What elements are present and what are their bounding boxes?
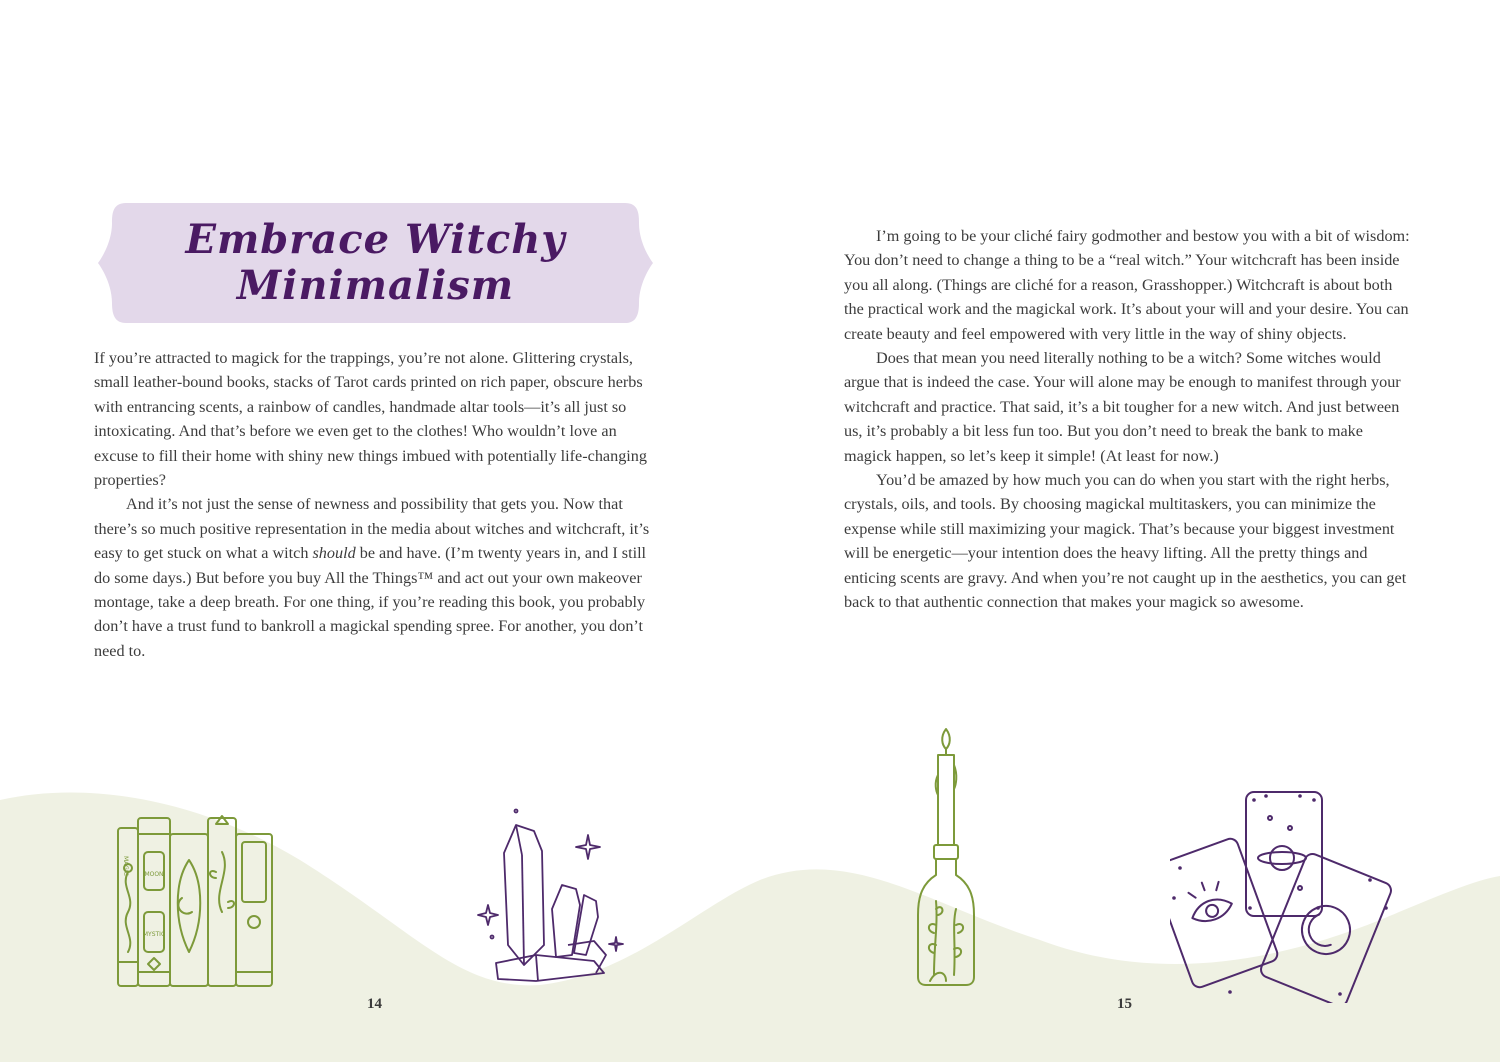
- chapter-title: [98, 203, 653, 323]
- chapter-title-line2: Minimalism: [236, 262, 515, 309]
- page-number-left: 14: [367, 996, 382, 1012]
- candle-bottle-icon: [916, 725, 976, 987]
- paragraph-5: You’d be amazed by how much you can do when you start with the right herbs, crystals, oils, and tools. By choosing magickal multitaskers, you can minimize the expense while still maximizing your magick. That’s because your biggest investment will be energetic—your intention does the heavy lifting. All the pretty things and enticing scents are gravy. And when you’re not caught up in the aesthetics, you can get back to that authentic connection that makes your magick so awesome.: [844, 471, 1407, 612]
- paragraph-1: If you’re attracted to magick for the trappings, you’re not alone. Glittering crystals, small leather-bound books, stacks of Tarot cards printed on rich paper, obscure herbs with entrancing scents, a rainbow of candles, handmade altar tools—it’s all just so intoxicating. And that’s before we even get to the clothes! Who wouldn’t love an excuse to fill their home with shiny new things imbued with potentially life-changing properties?: [94, 349, 647, 490]
- paragraph-2: [94, 492, 662, 663]
- tarot-cards-icon: [1170, 788, 1395, 1003]
- right-page: [750, 0, 1500, 1062]
- books-icon: [112, 812, 280, 990]
- crystals-icon: [476, 805, 628, 985]
- chapter-title-banner: [98, 203, 653, 323]
- book-spine-label-3: MYSTIC: [142, 931, 166, 938]
- paragraph-4: Does that mean you need literally nothing to be a witch? Some witches would argue that is indeed the case. Your will alone may be enough to manifest through your witchcraft and practice. That said, it’s a bit tougher for a new witch. And just between us, it’s probably a bit less fun too. But you don’t need to break the bank to make magick happen, so let’s keep it simple! (At least for now.): [844, 349, 1401, 465]
- paragraph-2-part-1: And it’s not just the sense of newness and possibility that gets you. Now that there’s so much positive representation in the media about witches and witchcraft, it’s easy to get stuck on what a witch: [94, 495, 650, 563]
- book-spine-label-2: MOON: [144, 871, 164, 878]
- paragraph-3: I’m going to be your cliché fairy godmother and bestow you with a bit of wisdom: You don’t need to change a thing to be a “real witch.” Your witchcraft has been inside you all along. (Things are cliché for a reason, Grasshopper.) Witchcraft is about both the practical work and the magickal work. It’s about your will and your desire. You can create beauty and feel empowered with very little in the way of shiny objects.: [844, 227, 1410, 343]
- page-number-right: 15: [1117, 996, 1132, 1012]
- right-body-text: [844, 224, 1412, 615]
- book-spine-label-1: MAGIC: [122, 856, 129, 876]
- emphasis-should: should: [312, 544, 356, 563]
- paragraph-2-part-2: be and have. (I’m twenty years in, and I still do some days.) But before you buy All the Things™ and act out your own makeover montage, take a deep breath. For one thing, if you’re reading this book, you probably don’t have a trust fund to bankroll a magickal spending spree. For another, you don’t need to.: [94, 544, 647, 660]
- left-body-text: [94, 346, 662, 663]
- chapter-title-line1: Embrace Witchy: [185, 216, 566, 263]
